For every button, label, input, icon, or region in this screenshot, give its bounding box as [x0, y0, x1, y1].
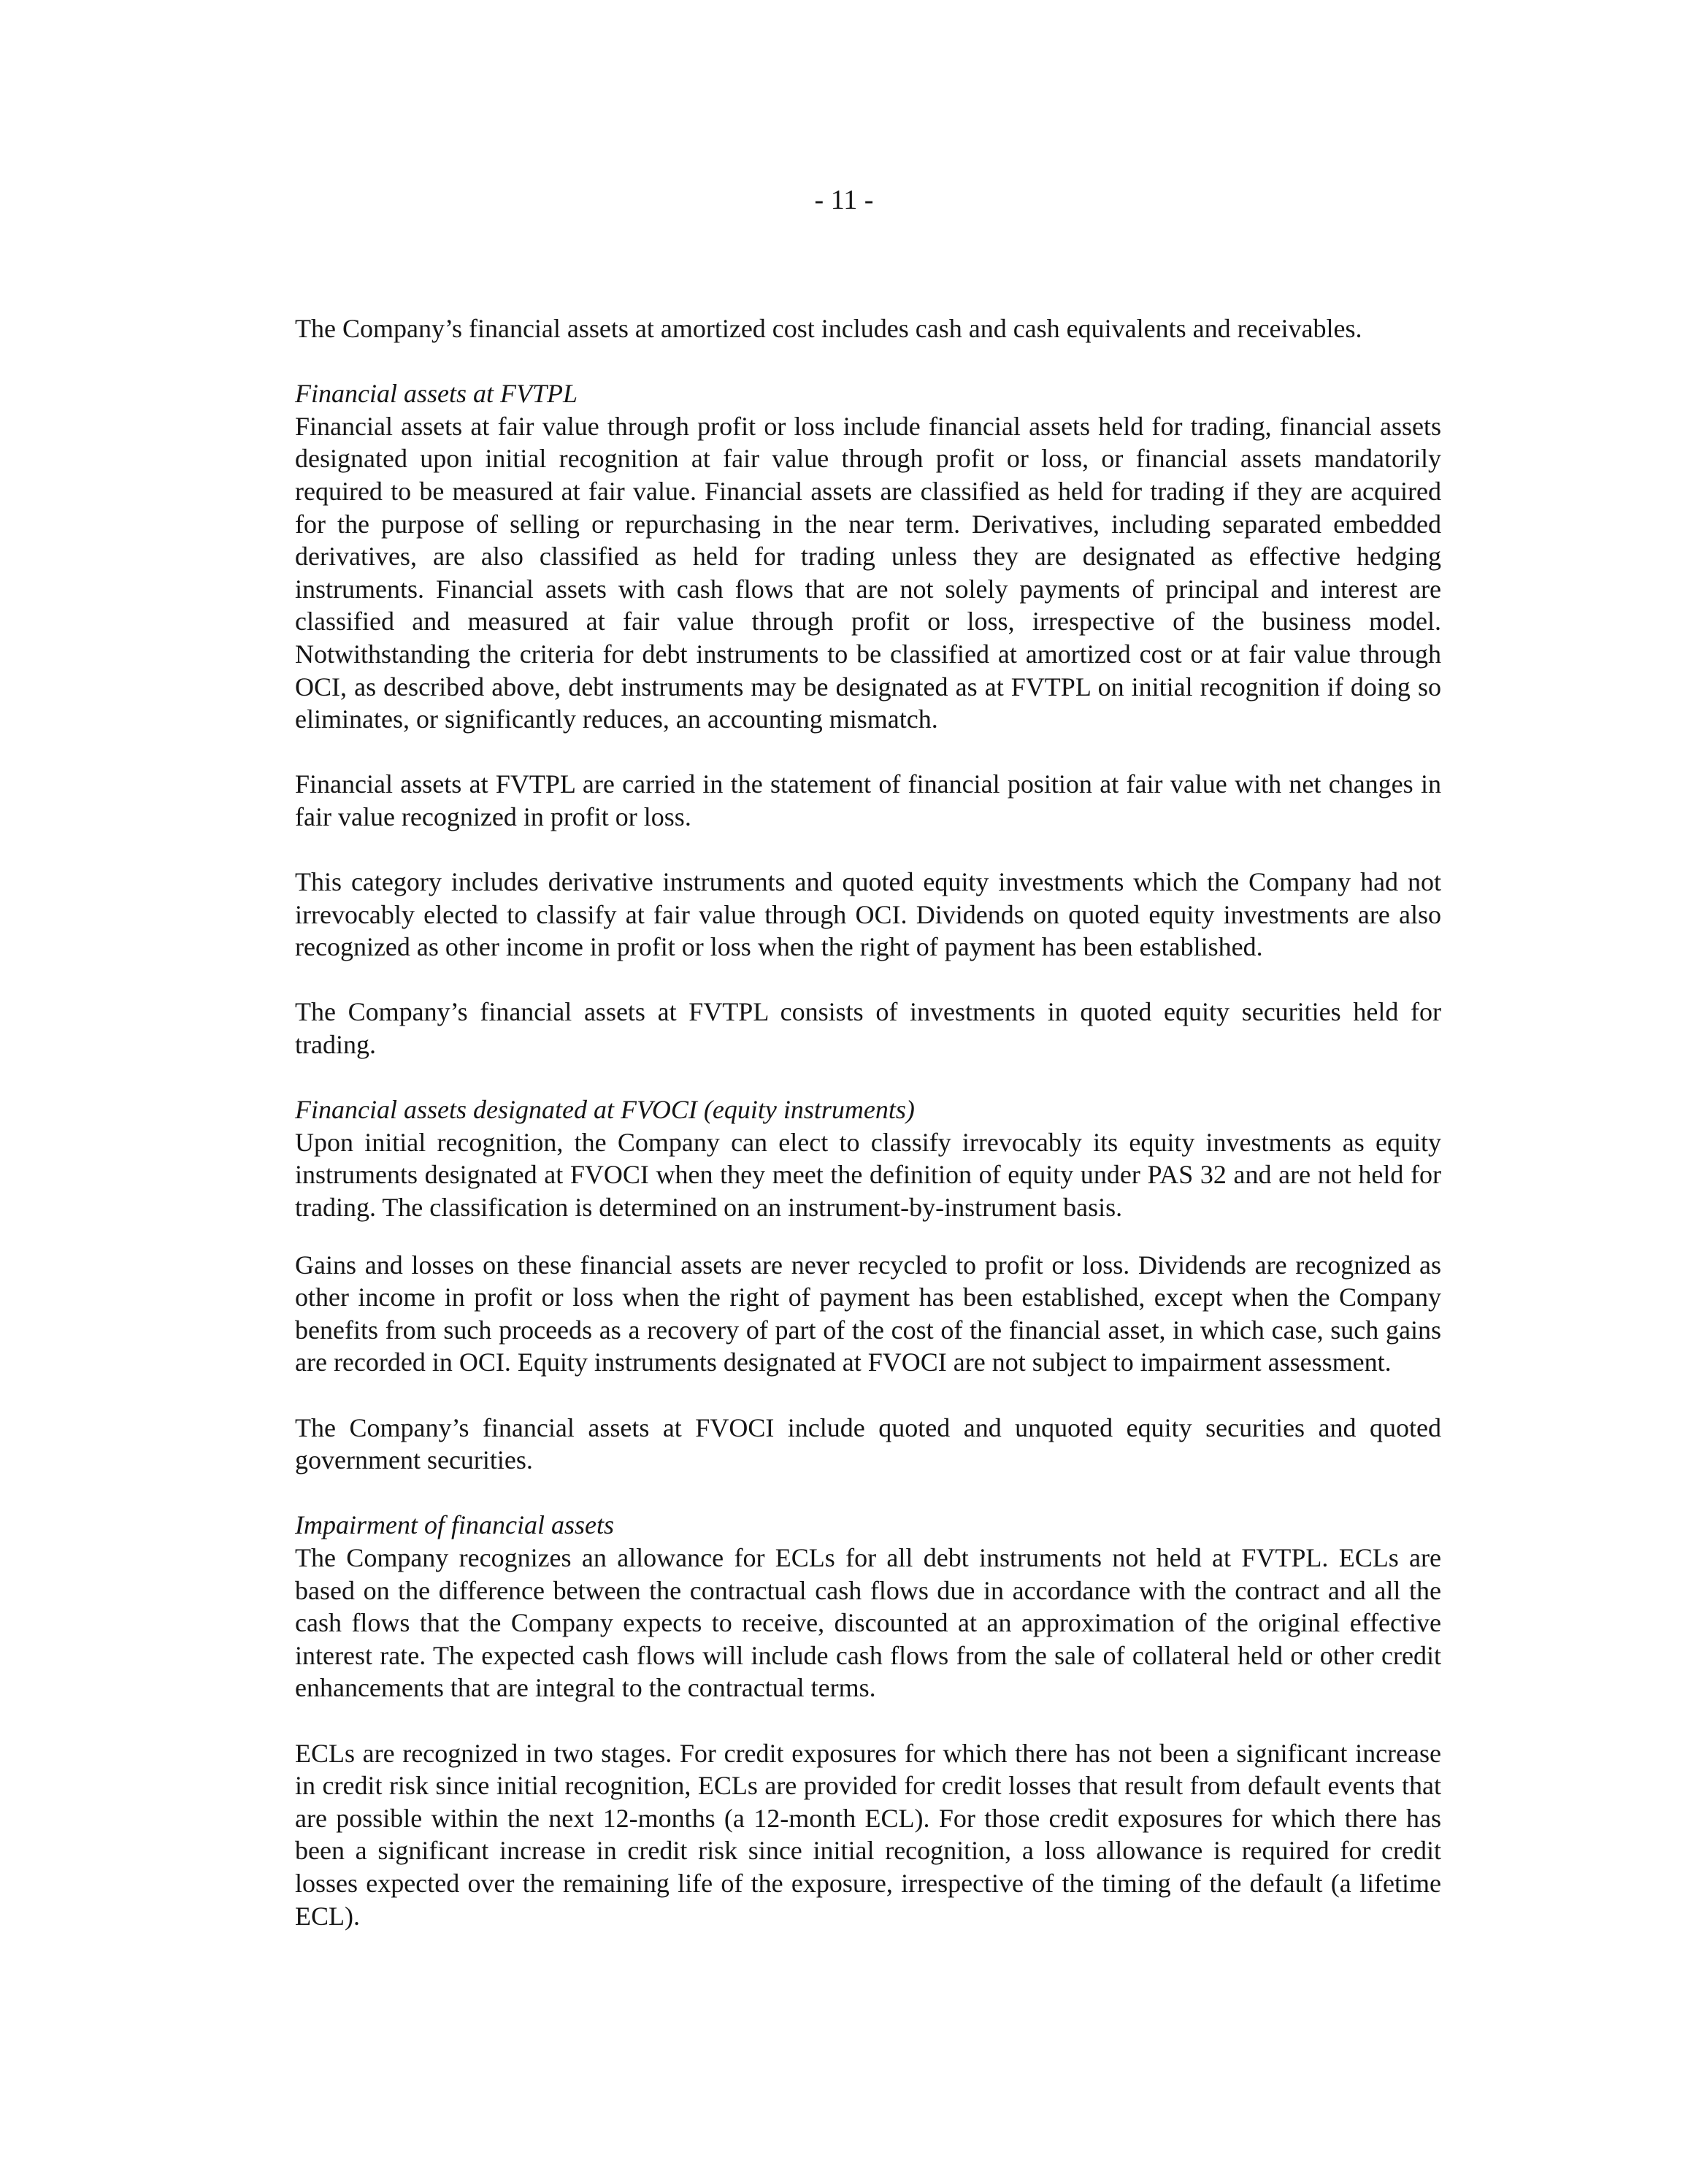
- paragraph-fvoci-gains: Gains and losses on these financial assets are never recycled to profit or loss. Dividends are recognized as other income in profit or loss when the right of payment has been established, except when the Company benefits from such proceeds as a recovery of part of the cost of the financial asset, in which case, such gains are recorded in OCI. Equity instruments designated at FVOCI are not subject to impairment assessment.: [295, 1250, 1441, 1377]
- page-number: - 11 -: [814, 185, 874, 215]
- paragraph-fvtpl-company: The Company’s financial assets at FVTPL consists of investments in quoted equity securities held for trading.: [295, 997, 1441, 1060]
- paragraph-impairment-stages: ECLs are recognized in two stages. For credit exposures for which there has not been a significant increase in credit risk since initial recognition, ECLs are provided for credit losses that result from default events that are possible within the next 12-months (a 12-month ECL). For those credit exposures for which there has been a significant increase in credit risk since initial recognition, a loss allowance is required for credit losses expected over the remaining life of the exposure, irrespective of the timing of the default (a lifetime ECL).: [295, 1738, 1441, 1931]
- paragraph-impairment-allowance: The Company recognizes an allowance for ECLs for all debt instruments not held at FVTPL. ECLs are based on the difference between the contractual cash flows due in accordance with the contract and all the cash flows that the Company expects to receive, discounted at an approximation of the original effective interest rate. The expected cash flows will include cash flows from the sale of collateral held or other credit enhancements that are integral to the contractual terms.: [295, 1542, 1441, 1703]
- paragraph-fvoci-recognition: Upon initial recognition, the Company can elect to classify irrevocably its equity investments as equity instruments designated at FVOCI when they meet the definition of equity under PAS 32 and are not held for trading. The classification is determined on an instrument-by-instrument basis.: [295, 1127, 1441, 1223]
- document-body: [295, 312, 1441, 1932]
- heading-fvoci: Financial assets designated at FVOCI (equity instruments): [295, 1095, 915, 1125]
- heading-impairment: Impairment of financial assets: [295, 1510, 614, 1540]
- heading-fvtpl: Financial assets at FVTPL: [295, 379, 578, 409]
- paragraph-fvtpl-category: This category includes derivative instruments and quoted equity investments which the Company had not irrevocably elected to classify at fair value through OCI. Dividends on quoted equity investments are also recognized as other income in profit or loss when the right of payment has been established.: [295, 867, 1441, 962]
- paragraph-fvtpl-carried: Financial assets at FVTPL are carried in the statement of financial position at fair value with net changes in fair value recognized in profit or loss.: [295, 769, 1441, 831]
- paragraph-amortized-cost: The Company’s financial assets at amortized cost includes cash and cash equivalents and receivables.: [295, 314, 1362, 343]
- paragraph-fvtpl-definition: Financial assets at fair value through profit or loss include financial assets held for trading, financial assets designated upon initial recognition at fair value through profit or loss, or financial assets mandatorily required to be measured at fair value. Financial assets are classified as held for trading if they are acquired for the purpose of selling or repurchasing in the near term. Derivatives, including separated embedded derivatives, are also classified as held for trading unless they are designated as effective hedging instruments. Financial assets with cash flows that are not solely payments of principal and interest are classified and measured at fair value through profit or loss, irrespective of the business model. Notwithstanding the criteria for debt instruments to be classified at amortized cost or at fair value through OCI, as described above, debt instruments may be designated as at FVTPL on initial recognition if doing so eliminates, or significantly reduces, an accounting mismatch.: [295, 411, 1441, 734]
- paragraph-fvoci-company: The Company’s financial assets at FVOCI include quoted and unquoted equity securities and quoted government securities.: [295, 1412, 1441, 1475]
